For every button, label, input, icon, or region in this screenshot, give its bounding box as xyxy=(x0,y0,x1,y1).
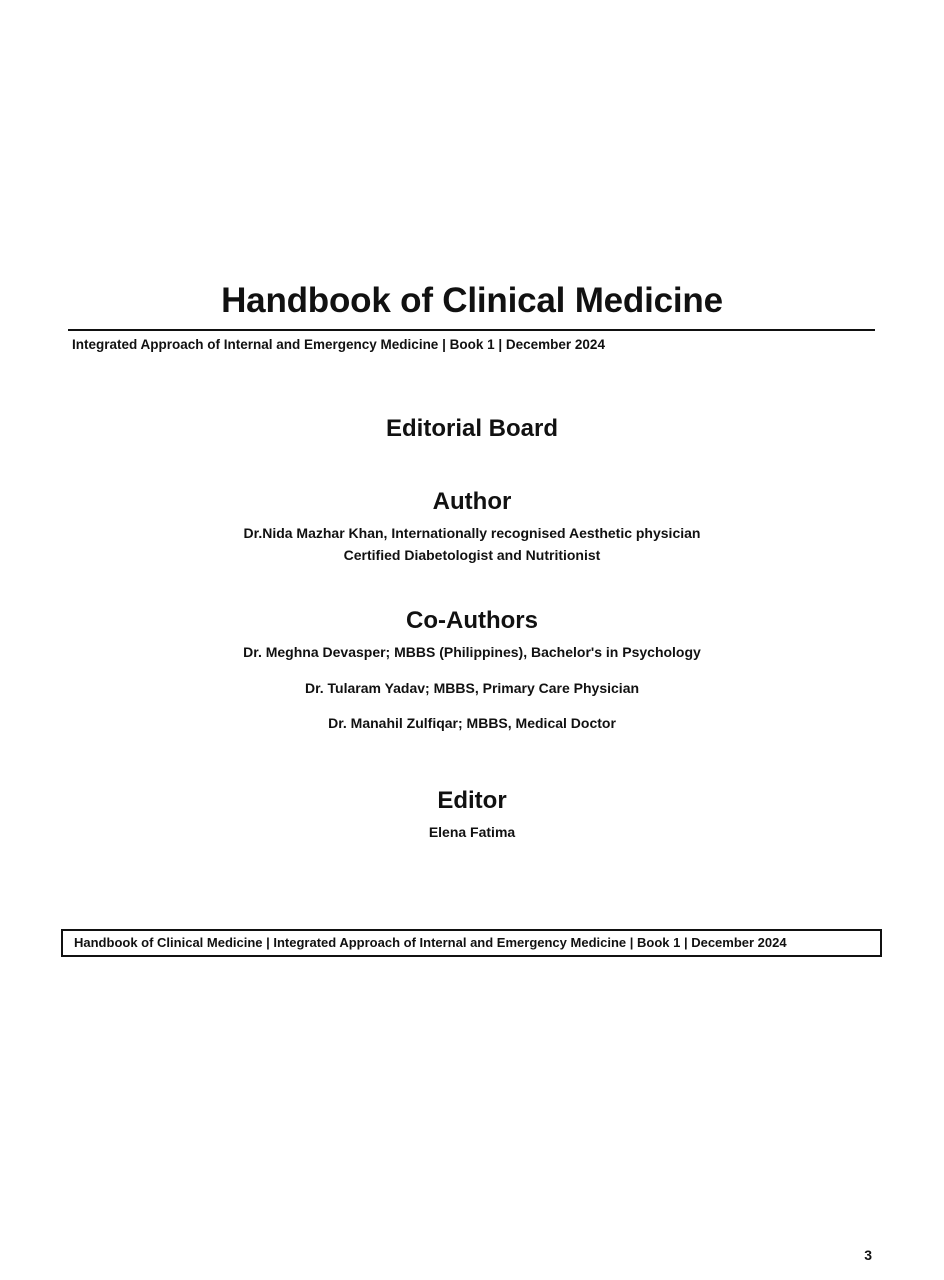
footer-text: Handbook of Clinical Medicine | Integrated Approach of Internal and Emergency Medicine | Book 1 | December 2024 xyxy=(74,935,787,950)
title-divider xyxy=(68,329,875,331)
editorial-board-heading: Editorial Board xyxy=(385,415,559,442)
document-subtitle: Integrated Approach of Internal and Emergency Medicine | Book 1 | December 2024 xyxy=(72,337,605,352)
editor-line: Elena Fatima xyxy=(428,824,516,840)
co-author-line: Dr. Meghna Devasper; MBBS (Philippines), Bachelor's in Psychology xyxy=(243,644,701,660)
document-title: Handbook of Clinical Medicine xyxy=(221,281,723,320)
author-heading: Author xyxy=(432,488,512,515)
page-number: 3 xyxy=(864,1247,872,1263)
author-line: Dr.Nida Mazhar Khan, Internationally recognised Aesthetic physician xyxy=(243,525,701,541)
co-author-line: Dr. Tularam Yadav; MBBS, Primary Care Physician xyxy=(304,680,640,696)
editor-heading: Editor xyxy=(437,787,507,814)
co-author-line: Dr. Manahil Zulfiqar; MBBS, Medical Doctor xyxy=(328,715,616,731)
footer-box xyxy=(61,929,882,957)
author-line: Certified Diabetologist and Nutritionist xyxy=(343,547,601,563)
co-authors-heading: Co-Authors xyxy=(406,607,538,634)
